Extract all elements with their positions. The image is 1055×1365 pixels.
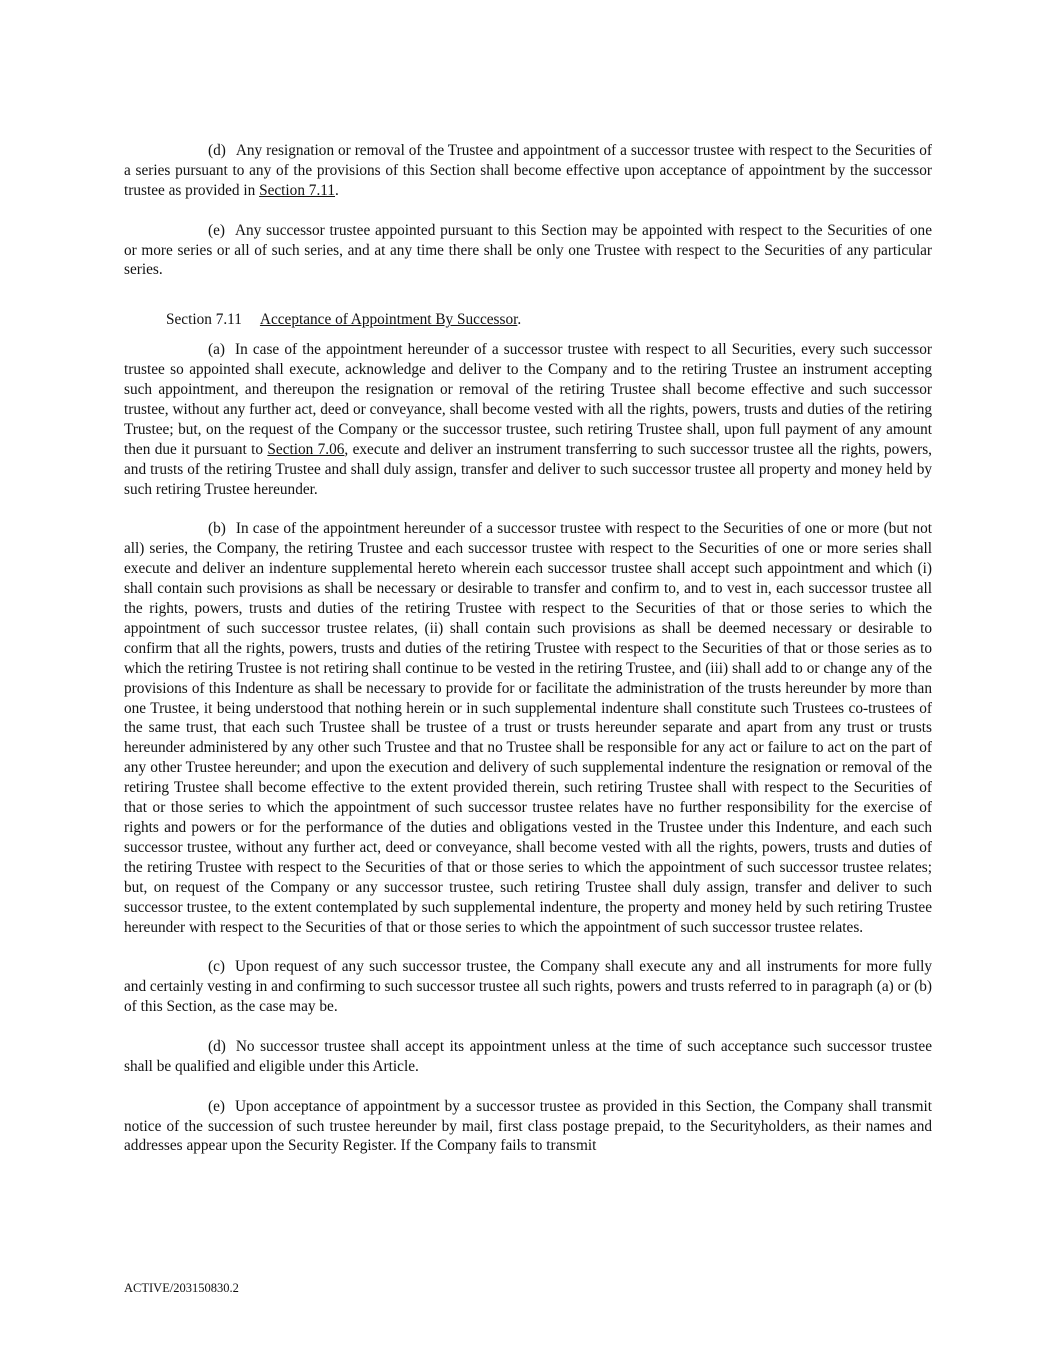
paragraph-7-10-e [124,221,932,281]
paragraph-text-end: . [335,181,339,199]
section-title-suffix: . [517,311,522,329]
paragraph-text: In case of the appointment hereunder of a successor trustee with respect to the Securities of one or more (but not all) series, the Company, the retiring Trustee and each successor trustee with respect to the Securities of one or more series shall execute and deliver an indenture supplemental hereto wherein each successor trustee shall accept such appointment and which (i) shall contain such provisions as shall be necessary or desirable to transfer and confirm to, and to vest in, each successor trustee all the rights, powers, trusts and duties of the retiring Trustee with respect to the Securities of that or those series to which the appointment of such successor trustee relates, (ii) shall contain such provisions as shall be deemed necessary or desirable to confirm that all the rights, powers, trusts and duties of the retiring Trustee with respect to the Securities of that or those series as to which the retiring Trustee is not retiring shall continue to be vested in the retiring Trustee, and (iii) shall add to or change any of the provisions of this Indenture as shall be necessary to provide for or facilitate the administration of the trusts hereunder by more than one Trustee, it being understood that nothing herein or in such supplemental indenture shall constitute such Trustees co-trustees of the same trust, that each such Trustee shall be trustee of a trust or trusts hereunder separate and apart from any trust or trusts hereunder administered by any other such Trustee and that no Trustee shall be responsible for any act or failure to act on the part of any other Trustee hereunder; and upon the execution and delivery of such supplemental indenture the resignation or removal of the retiring Trustee shall become effective to the extent provided therein, such retiring Trustee shall with respect to the Securities of that or those series to which the appointment of such successor trustee relates have no further responsibility for the exercise of rights and powers or for the performance of the duties and obligations vested in the Trustee under this Indenture, and each such successor trustee, without any further act, deed or conveyance, shall become vested with all the rights, powers, trusts and duties of the retiring Trustee with respect to the Securities of that or those series to which the appointment of such successor trustee relates; but, on request of the Company or any successor trustee, such retiring Trustee shall duly assign, transfer and deliver to such successor trustee, to the extent contemplated by such supplemental indenture, the property and money held by such retiring Trustee hereunder with respect to the Securities of that or those series to which the appointment of such successor trustee relates. [124,520,932,936]
section-7-11-link[interactable]: Section 7.11 [259,181,336,199]
paragraph-7-11-b [124,519,932,937]
paragraph-text: Upon acceptance of appointment by a successor trustee as provided in this Section, the Company shall transmit notice of the succession of such trustee hereunder by mail, first class postage prepaid, to the Securityholders, as their names and addresses appear upon the Security Register. If the Company fails to transmit [124,1097,932,1155]
paragraph-7-11-c [124,957,932,1017]
paragraph-label: (c) [208,958,225,976]
paragraph-label: (b) [208,520,226,538]
section-7-06-link[interactable]: Section 7.06 [267,440,345,458]
document-body [124,141,932,1156]
paragraph-text: Upon request of any such successor trustee, the Company shall execute any and all instruments for more fully and certainly vesting in and confirming to such successor trustee all such rights, powers and trusts referred to in paragraph (a) or (b) of this Section, as the case may be. [124,958,932,1016]
document-footer-id: ACTIVE/203150830.2 [124,1281,239,1295]
paragraph-label: (d) [208,142,226,159]
paragraph-label: (a) [208,341,225,359]
paragraph-7-11-e [124,1097,932,1157]
paragraph-text-end: , execute and deliver an instrument transferring to such successor trustee all the rights, powers, and trusts of the retiring Trustee and shall duly assign, transfer and deliver to such successor trustee all property and money held by such retiring Trustee hereunder. [124,440,932,498]
paragraph-label: (e) [208,1097,225,1115]
section-heading [124,310,932,330]
paragraph-7-11-d [124,1037,932,1077]
section-number: Section 7.11 [166,311,242,329]
section-title: Acceptance of Appointment By Successor [259,311,518,329]
paragraph-text: No successor trustee shall accept its appointment unless at the time of such acceptance such successor trustee shall be qualified and eligible under this Article. [124,1037,932,1075]
paragraph-7-10-d [124,141,932,201]
paragraph-text: Any successor trustee appointed pursuant to this Section may be appointed with respect to the Securities of one or more series or all of such series, and at any time there shall be only one Trustee with respect to the Securities of any particular series. [124,221,932,279]
paragraph-7-11-a [124,340,932,499]
paragraph-label: (d) [208,1037,226,1055]
paragraph-text: In case of the appointment hereunder of a successor trustee with respect to all Securities, every such successor trustee so appointed shall execute, acknowledge and deliver to the Company and to the retiring Trustee an instrument accepting such appointment, and thereupon the resignation or removal of the retiring Trustee shall become effective and such successor trustee, without any further act, deed or conveyance, shall become vested with all the rights, powers, trusts and duties of the retiring Trustee; but, on the request of the Company or the successor trustee, such retiring Trustee shall, upon full payment of any amount then due it pursuant to [124,341,932,458]
paragraph-text: Any resignation or removal of the Trustee and appointment of a successor trustee with respect to the Securities of a series pursuant to any of the provisions of this Section shall become effective upon acceptance of appointment by the successor trustee as provided in [124,142,932,199]
paragraph-label: (e) [208,221,225,239]
